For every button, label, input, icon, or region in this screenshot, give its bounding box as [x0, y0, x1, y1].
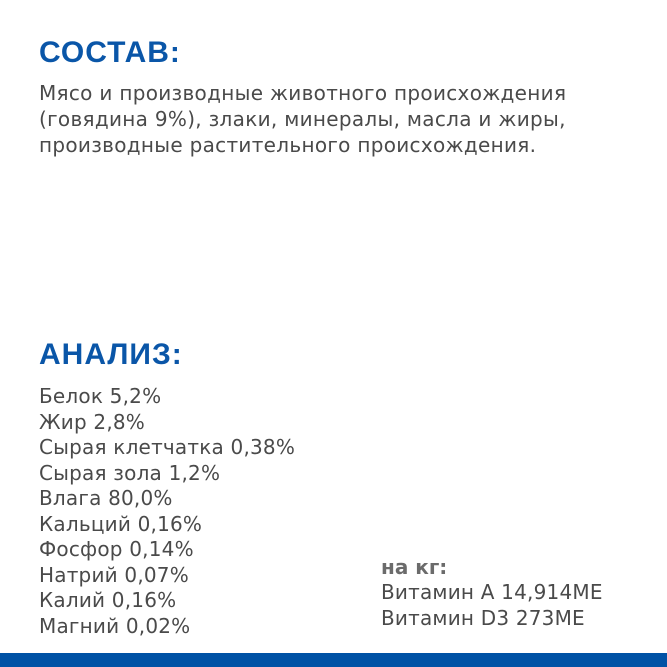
per-kg-title: на кг: — [381, 555, 448, 579]
analysis-item-potassium: Калий 0,16% — [39, 588, 177, 612]
per-kg-section — [381, 555, 603, 631]
per-kg-list — [381, 580, 603, 631]
composition-text: Мясо и производные животного происхождения (говядина 9%), злаки, минералы, масла и жиры, производные растительного происхождения. — [39, 81, 567, 157]
analysis-item-crude-fiber: Сырая клетчатка 0,38% — [39, 435, 296, 459]
bottom-bar — [0, 653, 667, 667]
vitamin-a-item: Витамин А 14,914МЕ — [381, 580, 603, 604]
analysis-item-fat: Жир 2,8% — [39, 409, 146, 434]
analysis-item-phosphorus: Фосфор 0,14% — [39, 537, 194, 561]
analysis-item-protein: Белок 5,2% — [39, 384, 162, 408]
composition-heading: СОСТАВ: — [39, 36, 181, 69]
analysis-item-magnesium: Магний 0,02% — [39, 613, 191, 638]
analysis-list — [39, 384, 295, 639]
analysis-item-moisture: Влага 80,0% — [39, 486, 173, 510]
analysis-heading: АНАЛИЗ: — [39, 338, 183, 371]
analysis-item-calcium: Кальций 0,16% — [39, 511, 203, 536]
analysis-item-sodium: Натрий 0,07% — [39, 562, 189, 587]
analysis-item-crude-ash: Сырая зола 1,2% — [39, 460, 221, 485]
vitamin-d3-item: Витамин D3 273МЕ — [381, 605, 585, 630]
